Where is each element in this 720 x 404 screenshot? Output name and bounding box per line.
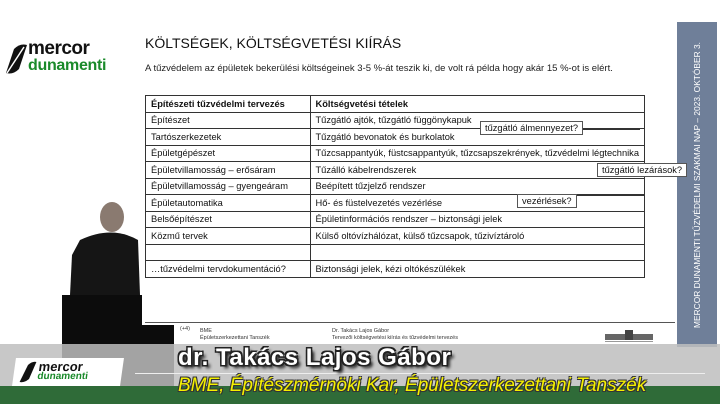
footer-org xyxy=(200,328,270,342)
cell: Biztonsági jelek, kézi oltókészülékek xyxy=(310,261,645,278)
table-row xyxy=(146,261,645,278)
footer-author-name: Dr. Takács Lajos Gábor xyxy=(332,328,390,334)
cell: Beépített tűzjelző rendszer xyxy=(310,178,645,195)
table-row xyxy=(146,211,645,228)
speaker-name: dr. Takács Lajos Gábor xyxy=(178,344,452,371)
callout-line xyxy=(575,129,640,130)
leaf-icon xyxy=(4,43,28,75)
logo-text-mercor: mercor xyxy=(37,359,84,374)
cell: Épületvillamosság – gyengeáram xyxy=(146,178,311,195)
cell: Épületinformációs rendszer – biztonsági jelek xyxy=(310,211,645,228)
table-row xyxy=(146,244,645,261)
cell: Belsőépítészet xyxy=(146,211,311,228)
callout-suspended-ceiling: tűzgátló álmennyezet? xyxy=(480,121,583,135)
footer-divider xyxy=(145,322,675,323)
university-building-icon xyxy=(605,328,653,344)
cell: Tűzgátló ajtók, tűzgátló függönykapuk xyxy=(310,112,645,129)
cell xyxy=(310,244,645,261)
cell: Épületgépészet xyxy=(146,145,311,162)
callout-fire-seals: tűzgátló lezárások? xyxy=(597,163,687,177)
mercor-logo xyxy=(4,40,122,76)
logo-text-dunamenti: dunamenti xyxy=(28,57,107,74)
logo-text-mercor: mercor xyxy=(28,38,90,59)
header-cell: Költségvetési tételek xyxy=(310,96,645,113)
cell: Tűzálló kábelrendszerek xyxy=(310,162,645,179)
lower-third-logo xyxy=(12,358,124,386)
cell: Külső oltóvízhálózat, külső tűzcsapok, tűzivíztároló xyxy=(310,228,645,245)
footer-subtitle: Tervezői költségvetési kiírás és tűzvédelmi tervezés xyxy=(332,335,458,341)
table-header xyxy=(146,96,645,113)
cell: Épületvillamosság – erősáram xyxy=(146,162,311,179)
header-cell: Építészeti tűzvédelmi tervezés xyxy=(146,96,311,113)
footer-dept: Épületszerkezettani Tanszék xyxy=(200,335,270,341)
callout-controls: vezérlések? xyxy=(517,194,577,208)
cell: Tartószerkezetek xyxy=(146,129,311,146)
cell: Építészet xyxy=(146,112,311,129)
cell: Tűzcsappantyúk, füstcsappantyúk, tűzcsapszekrények, tűzvédelmi légtechnika xyxy=(310,145,645,162)
event-side-band xyxy=(677,22,717,347)
table-row xyxy=(146,145,645,162)
table-row xyxy=(146,178,645,195)
cell xyxy=(146,244,311,261)
callout-line xyxy=(575,195,645,196)
leaf-icon xyxy=(18,361,37,383)
logo-text-dunamenti: dunamenti xyxy=(36,371,89,382)
cell: Hő- és füstelvezetés vezérlése xyxy=(310,195,645,212)
cell: …tűzvédelmi tervdokumentáció? xyxy=(146,261,311,278)
event-label: MERCOR DUNAMENTI TŰZVÉDELMI SZAKMAI NAP – 2023. OKTÓBER 3. xyxy=(692,41,702,328)
table-row xyxy=(146,228,645,245)
speaker-affiliation: BME, Építészmérnöki Kar, Épületszerkezettani Tanszék xyxy=(178,375,647,396)
table-row xyxy=(146,162,645,179)
cell: Közmű tervek xyxy=(146,228,311,245)
footer-author xyxy=(332,328,458,342)
slide-intro: A tűzvédelem az épületek bekerülési költségeinek 3-5 %-át teszik ki, de volt rá példa hogy akár 15 %-ot is elért. xyxy=(145,63,613,74)
page-number: (+4) xyxy=(180,326,190,332)
footer-org-name: BME xyxy=(200,328,212,334)
lower-third-divider xyxy=(135,373,705,374)
slide-title: KÖLTSÉGEK, KÖLTSÉGVETÉSI KIÍRÁS xyxy=(145,35,402,51)
cell: Tűzgátló bevonatok és burkolatok xyxy=(310,129,645,146)
cell: Épületautomatika xyxy=(146,195,311,212)
